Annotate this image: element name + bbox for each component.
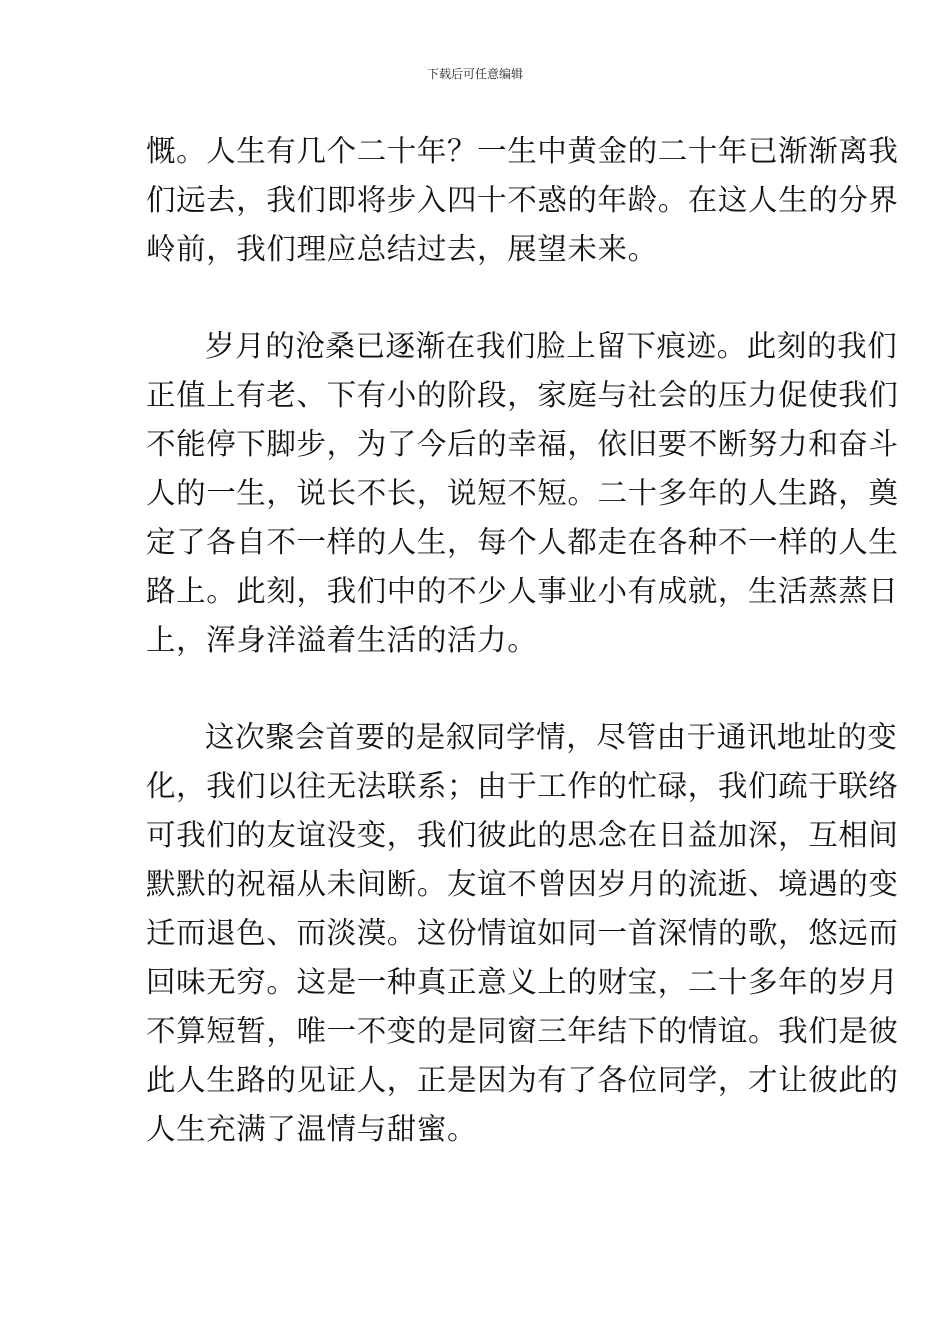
paragraph-gap [146,665,806,713]
text-line: 可我们的友谊没变，我们彼此的思念在日益加深，互相间 [146,818,899,852]
text-line: 默默的祝福从未间断。友谊不曾因岁月的流逝、境遇的变 [146,867,899,901]
text-line: 路上。此刻，我们中的不少人事业小有成就，生活蒸蒸日 [146,574,899,608]
paragraph [146,322,899,665]
document-body [146,127,899,1154]
text-line: 此人生路的见证人，正是因为有了各位同学，才让彼此的 [146,1063,899,1097]
page-header: 下载后可任意编辑 [426,67,523,81]
paragraph [146,127,899,274]
text-line: 岁月的沧桑已逐渐在我们脸上留下痕迹。此刻的我们 [205,329,898,363]
text-line: 慨。人生有几个二十年？一生中黄金的二十年已渐渐离我 [146,134,899,168]
text-line: 们远去，我们即将步入四十不惑的年龄。在这人生的分界 [146,183,899,217]
paragraph [146,713,899,1154]
text-line: 不算短暂，唯一不变的是同窗三年结下的情谊。我们是彼 [146,1014,899,1048]
text-line: 上，浑身洋溢着生活的活力。 [146,623,538,657]
text-line: 化，我们以往无法联系；由于工作的忙碌，我们疏于联络 [146,769,899,803]
paragraph-gap [146,274,806,322]
text-line: 岭前，我们理应总结过去，展望未来。 [146,232,658,266]
text-line: 迁而退色、而淡漠。这份情谊如同一首深情的歌，悠远而 [146,916,899,950]
text-line: 这次聚会首要的是叙同学情，尽管由于通讯地址的变 [205,720,898,754]
text-line: 回味无穷。这是一种真正意义上的财宝，二十多年的岁月 [146,965,899,999]
text-line: 人的一生，说长不长，说短不短。二十多年的人生路，奠 [146,476,899,510]
text-line: 不能停下脚步，为了今后的幸福，依旧要不断努力和奋斗 [146,427,899,461]
text-line: 正值上有老、下有小的阶段，家庭与社会的压力促使我们 [146,378,899,412]
text-line: 定了各自不一样的人生，每个人都走在各种不一样的人生 [146,525,899,559]
text-line: 人生充满了温情与甜蜜。 [146,1112,478,1146]
